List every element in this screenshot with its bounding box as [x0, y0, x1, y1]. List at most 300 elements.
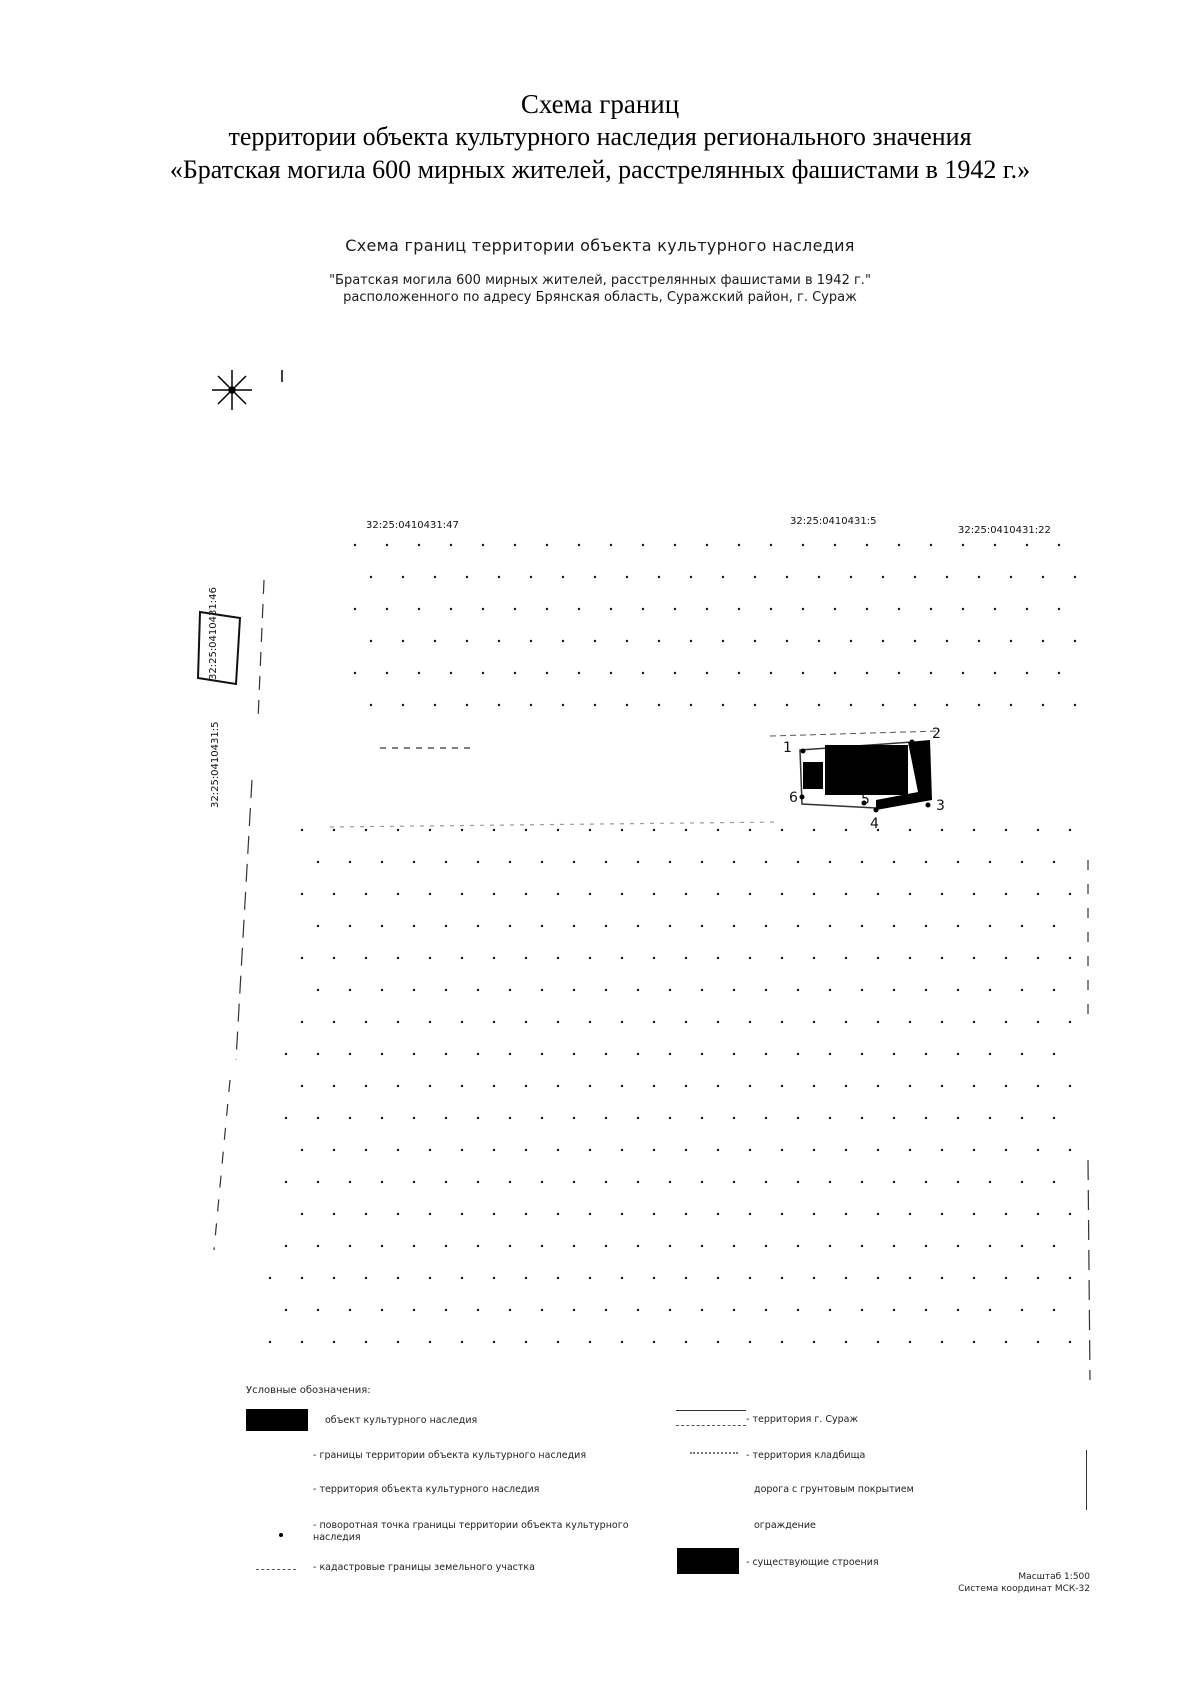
hatch-dot: [557, 829, 559, 831]
hatch-dot: [882, 704, 884, 706]
legend-item-fence: ограждение: [754, 1520, 816, 1531]
hatch-dot: [397, 829, 399, 831]
hatch-dot: [653, 1341, 655, 1343]
hatch-dot: [690, 704, 692, 706]
hatch-dot: [882, 640, 884, 642]
hatch-dot: [285, 1245, 287, 1247]
hatch-dot: [285, 1309, 287, 1311]
hatch-dot: [354, 672, 356, 674]
map-title: Схема границ территории объекта культурного наследия: [345, 236, 855, 255]
hatch-dot: [914, 640, 916, 642]
hatch-dot: [797, 1309, 799, 1311]
hatch-dot: [861, 1181, 863, 1183]
hatch-dot: [877, 957, 879, 959]
hatch-dot: [530, 576, 532, 578]
hatch-dot: [541, 1117, 543, 1119]
hatch-dot: [717, 957, 719, 959]
hatch-dot: [706, 672, 708, 674]
hatch-dot: [786, 576, 788, 578]
hatch-dot: [573, 989, 575, 991]
hatch-dot: [829, 1181, 831, 1183]
hatch-dot: [1021, 1053, 1023, 1055]
hatch-dot: [365, 957, 367, 959]
hatch-dot: [813, 1277, 815, 1279]
hatch-dot: [589, 1149, 591, 1151]
hatch-dot: [525, 893, 527, 895]
hatch-dot: [466, 576, 468, 578]
hatch-dot: [690, 576, 692, 578]
hatch-dot: [834, 672, 836, 674]
point-label-2: 2: [932, 726, 941, 742]
city-territory-hatching: [269, 829, 1071, 1343]
hatch-dot: [925, 1245, 927, 1247]
hatch-dot: [349, 989, 351, 991]
hatch-dot: [333, 957, 335, 959]
hatch-dot: [397, 1149, 399, 1151]
hatch-dot: [957, 1309, 959, 1311]
hatch-dot: [493, 829, 495, 831]
hatch-dot: [722, 640, 724, 642]
hatch-dot: [461, 893, 463, 895]
hatch-dot: [653, 1213, 655, 1215]
hatch-dot: [1042, 704, 1044, 706]
hatch-dot: [402, 640, 404, 642]
hatch-dot: [658, 576, 660, 578]
hatch-dot: [813, 1085, 815, 1087]
hatch-dot: [653, 1085, 655, 1087]
hatch-dot: [973, 1213, 975, 1215]
hatch-dot: [829, 1309, 831, 1311]
hatch-dot: [957, 1181, 959, 1183]
hatch-dot: [381, 989, 383, 991]
hatch-dot: [1021, 1181, 1023, 1183]
hatch-dot: [690, 640, 692, 642]
hatch-dot: [493, 1213, 495, 1215]
hatch-dot: [445, 1053, 447, 1055]
hatch-dot: [941, 893, 943, 895]
hatch-dot: [989, 1309, 991, 1311]
hatch-dot: [1005, 1021, 1007, 1023]
hatch-dot: [701, 989, 703, 991]
hatch-dot: [797, 1117, 799, 1119]
hatch-dot: [717, 1149, 719, 1151]
hatch-dot: [285, 1117, 287, 1119]
hatch-dot: [605, 1245, 607, 1247]
hatch-dot: [1021, 1245, 1023, 1247]
hatch-dot: [301, 1213, 303, 1215]
hatch-dot: [882, 576, 884, 578]
point-label-4: 4: [870, 816, 879, 832]
hatch-dot: [909, 1021, 911, 1023]
cadastral-label-left-lower: 32:25:0410431:5: [210, 721, 221, 808]
hatch-dot: [1037, 1085, 1039, 1087]
map-subtitle-2: расположенного по адресу Брянская область, Суражский район, г. Сураж: [343, 290, 857, 305]
hatch-dot: [397, 957, 399, 959]
hatch-dot: [301, 1277, 303, 1279]
hatch-dot: [1069, 893, 1071, 895]
hatch-dot: [941, 1341, 943, 1343]
hatch-dot: [893, 861, 895, 863]
hatch-dot: [818, 576, 820, 578]
hatch-dot: [1053, 861, 1055, 863]
hatch-dot: [1026, 608, 1028, 610]
hatch-dot: [269, 1277, 271, 1279]
hatch-dot: [674, 608, 676, 610]
hatch-dot: [861, 861, 863, 863]
hatch-dot: [317, 989, 319, 991]
hatch-dot: [978, 704, 980, 706]
hatch-dot: [285, 1053, 287, 1055]
hatch-dot: [365, 1341, 367, 1343]
hatch-dot: [893, 1245, 895, 1247]
hatch-dot: [957, 925, 959, 927]
point-label-3: 3: [936, 798, 945, 814]
hatch-dot: [957, 861, 959, 863]
hatch-dot: [397, 1021, 399, 1023]
hatch-dot: [482, 544, 484, 546]
hatch-dot: [914, 704, 916, 706]
legend-item-existing-buildings: - существующие строения: [746, 1557, 879, 1568]
hatch-dot: [946, 640, 948, 642]
hatch-dot: [605, 861, 607, 863]
hatch-dot: [765, 989, 767, 991]
hatch-dot: [813, 1341, 815, 1343]
hatch-dot: [573, 1181, 575, 1183]
hatch-dot: [861, 1117, 863, 1119]
hatch-dot: [1005, 1149, 1007, 1151]
hatch-dot: [845, 957, 847, 959]
hatch-dot: [333, 1277, 335, 1279]
hatch-dot: [1053, 925, 1055, 927]
hatch-dot: [877, 1341, 879, 1343]
title-line-1: Схема границ: [520, 89, 680, 119]
legend-title: Условные обозначения:: [246, 1385, 371, 1396]
hatch-dot: [813, 1149, 815, 1151]
hatch-dot: [813, 1021, 815, 1023]
hatch-dot: [269, 1341, 271, 1343]
hatch-dot: [365, 1149, 367, 1151]
hatch-dot: [989, 989, 991, 991]
legend-item-heritage-object: объект культурного наследия: [325, 1415, 478, 1426]
hatch-dot: [765, 1117, 767, 1119]
hatch-dot: [797, 989, 799, 991]
hatch-dot: [525, 1277, 527, 1279]
hatch-dot: [877, 1021, 879, 1023]
hatch-dot: [957, 1245, 959, 1247]
hatch-dot: [738, 608, 740, 610]
hatch-dot: [717, 1213, 719, 1215]
hatch-dot: [738, 672, 740, 674]
hatch-dot: [1037, 893, 1039, 895]
hatch-dot: [381, 861, 383, 863]
hatch-dot: [333, 1341, 335, 1343]
hatch-dot: [1005, 893, 1007, 895]
hatch-dot: [733, 925, 735, 927]
hatch-dot: [1037, 1341, 1039, 1343]
hatch-dot: [909, 1213, 911, 1215]
hatch-dot: [589, 829, 591, 831]
road-boundary-lines: [214, 580, 1090, 1380]
hatch-dot: [445, 1117, 447, 1119]
hatch-dot: [1005, 1213, 1007, 1215]
hatch-dot: [381, 1117, 383, 1119]
hatch-dot: [893, 1309, 895, 1311]
hatch-dot: [829, 861, 831, 863]
hatch-dot: [877, 1277, 879, 1279]
hatch-dot: [285, 1181, 287, 1183]
hatch-dot: [1005, 829, 1007, 831]
hatch-dot: [589, 1277, 591, 1279]
scale-label: Масштаб 1:500: [1018, 1572, 1090, 1582]
hatch-dot: [1069, 1341, 1071, 1343]
hatch-dot: [429, 1085, 431, 1087]
hatch-dot: [605, 1309, 607, 1311]
hatch-dot: [1069, 829, 1071, 831]
hatch-dot: [781, 829, 783, 831]
hatch-dot: [541, 1181, 543, 1183]
hatch-dot: [642, 544, 644, 546]
hatch-dot: [301, 829, 303, 831]
hatch-dot: [1074, 576, 1076, 578]
hatch-dot: [717, 893, 719, 895]
hatch-dot: [429, 1213, 431, 1215]
hatch-dot: [701, 1053, 703, 1055]
hatch-dot: [733, 1181, 735, 1183]
hatch-dot: [301, 1085, 303, 1087]
hatch-dot: [781, 957, 783, 959]
hatch-dot: [642, 608, 644, 610]
hatch-dot: [685, 1341, 687, 1343]
hatch-dot: [626, 576, 628, 578]
hatch-dot: [381, 1309, 383, 1311]
hatch-dot: [802, 608, 804, 610]
hatch-dot: [925, 1181, 927, 1183]
hatch-dot: [365, 1213, 367, 1215]
hatch-dot: [621, 1213, 623, 1215]
legend-item-turning-point: - поворотная точка границы территории объекта культурного наследия: [313, 1520, 629, 1543]
map-subtitle-1: "Братская могила 600 мирных жителей, расстрелянных фашистами в 1942 г.": [329, 273, 871, 288]
hatch-dot: [957, 989, 959, 991]
hatch-dot: [733, 1053, 735, 1055]
hatch-dot: [637, 1181, 639, 1183]
hatch-dot: [770, 672, 772, 674]
hatch-dot: [1069, 957, 1071, 959]
hatch-dot: [594, 704, 596, 706]
hatch-dot: [621, 829, 623, 831]
hatch-dot: [994, 544, 996, 546]
hatch-dot: [557, 1149, 559, 1151]
hatch-dot: [397, 1277, 399, 1279]
hatch-dot: [706, 608, 708, 610]
hatch-dot: [722, 704, 724, 706]
hatch-dot: [637, 861, 639, 863]
hatch-dot: [498, 704, 500, 706]
hatch-dot: [669, 861, 671, 863]
hatch-dot: [818, 640, 820, 642]
hatch-dot: [594, 640, 596, 642]
hatch-dot: [541, 925, 543, 927]
hatch-dot: [765, 1181, 767, 1183]
hatch-dot: [370, 704, 372, 706]
hatch-dot: [781, 1085, 783, 1087]
hatch-dot: [477, 1117, 479, 1119]
hatch-dot: [850, 576, 852, 578]
hatch-dot: [621, 1085, 623, 1087]
hatch-dot: [477, 989, 479, 991]
hatch-dot: [381, 1181, 383, 1183]
hatch-dot: [1021, 1117, 1023, 1119]
hatch-dot: [893, 925, 895, 927]
hatch-dot: [493, 957, 495, 959]
hatch-dot: [573, 861, 575, 863]
hatch-dot: [493, 893, 495, 895]
hatch-dot: [834, 544, 836, 546]
hatch-dot: [973, 1085, 975, 1087]
hatch-dot: [749, 957, 751, 959]
hatch-dot: [850, 640, 852, 642]
hatch-dot: [802, 544, 804, 546]
hatch-dot: [461, 1021, 463, 1023]
hatch-dot: [1069, 1149, 1071, 1151]
hatch-dot: [717, 1021, 719, 1023]
hatch-dot: [781, 1341, 783, 1343]
hatch-dot: [941, 1213, 943, 1215]
north-arrow-icon: [212, 370, 252, 410]
hatch-dot: [781, 1149, 783, 1151]
hatch-dot: [925, 861, 927, 863]
hatch-dot: [477, 1053, 479, 1055]
hatch-dot: [413, 1245, 415, 1247]
hatch-dot: [541, 861, 543, 863]
hatch-dot: [1074, 640, 1076, 642]
hatch-dot: [530, 704, 532, 706]
hatch-dot: [493, 1149, 495, 1151]
hatch-dot: [1037, 829, 1039, 831]
hatch-dot: [589, 1341, 591, 1343]
hatch-dot: [610, 608, 612, 610]
hatch-dot: [669, 1053, 671, 1055]
hatch-dot: [941, 1277, 943, 1279]
hatch-dot: [733, 1245, 735, 1247]
hatch-dot: [973, 829, 975, 831]
hatch-dot: [493, 1085, 495, 1087]
hatch-dot: [669, 1181, 671, 1183]
hatch-dot: [370, 640, 372, 642]
hatch-dot: [445, 1245, 447, 1247]
hatch-dot: [461, 1149, 463, 1151]
hatch-dot: [909, 1341, 911, 1343]
hatch-dot: [989, 925, 991, 927]
hatch-dot: [1005, 1085, 1007, 1087]
hatch-dot: [525, 1021, 527, 1023]
hatch-dot: [477, 925, 479, 927]
hatch-dot: [653, 829, 655, 831]
hatch-dot: [845, 1277, 847, 1279]
hatch-dot: [317, 1181, 319, 1183]
hatch-dot: [845, 1021, 847, 1023]
hatch-dot: [685, 957, 687, 959]
legend-item-heritage-territory: - территория объекта культурного наследия: [313, 1484, 540, 1495]
hatch-dot: [365, 1277, 367, 1279]
cadastral-label-top-right: 32:25:0410431:22: [958, 525, 1051, 536]
hatch-dot: [461, 1277, 463, 1279]
hatch-dot: [674, 672, 676, 674]
hatch-dot: [989, 1053, 991, 1055]
hatch-dot: [749, 1085, 751, 1087]
hatch-dot: [1026, 544, 1028, 546]
hatch-dot: [578, 672, 580, 674]
hatch-dot: [989, 1181, 991, 1183]
hatch-dot: [477, 1181, 479, 1183]
hatch-dot: [354, 608, 356, 610]
hatch-dot: [466, 640, 468, 642]
hatch-dot: [765, 1245, 767, 1247]
hatch-dot: [642, 672, 644, 674]
hatch-dot: [861, 925, 863, 927]
hatch-dot: [946, 704, 948, 706]
cadastral-label-left-upper: 32:25:0410431:46: [208, 587, 219, 680]
hatch-dot: [621, 1341, 623, 1343]
hatch-dot: [637, 925, 639, 927]
hatch-dot: [589, 1021, 591, 1023]
hatch-dot: [525, 829, 527, 831]
hatch-dot: [845, 1085, 847, 1087]
hatch-dot: [381, 1245, 383, 1247]
hatch-dot: [749, 1341, 751, 1343]
hatch-dot: [1037, 957, 1039, 959]
hatch-dot: [813, 1213, 815, 1215]
hatch-dot: [562, 704, 564, 706]
hatch-dot: [738, 544, 740, 546]
hatch-dot: [429, 1021, 431, 1023]
hatch-dot: [445, 1309, 447, 1311]
hatch-dot: [813, 957, 815, 959]
hatch-dot: [413, 1117, 415, 1119]
hatch-dot: [930, 544, 932, 546]
hatch-dot: [962, 544, 964, 546]
hatch-dot: [701, 1309, 703, 1311]
hatch-dot: [861, 1245, 863, 1247]
hatch-dot: [589, 957, 591, 959]
hatch-dot: [669, 1245, 671, 1247]
hatch-dot: [514, 672, 516, 674]
hatch-dot: [1021, 925, 1023, 927]
hatch-dot: [301, 1021, 303, 1023]
hatch-dot: [733, 989, 735, 991]
hatch-dot: [301, 957, 303, 959]
hatch-dot: [509, 1181, 511, 1183]
hatch-dot: [909, 1277, 911, 1279]
hatch-dot: [525, 1341, 527, 1343]
hatch-dot: [493, 1021, 495, 1023]
hatch-dot: [877, 1149, 879, 1151]
hatch-dot: [413, 1053, 415, 1055]
hatch-dot: [781, 1021, 783, 1023]
hatch-dot: [797, 1053, 799, 1055]
legend-item-dirt-road: дорога с грунтовым покрытием: [754, 1484, 914, 1495]
hatch-dot: [797, 861, 799, 863]
hatch-dot: [525, 1085, 527, 1087]
hatch-dot: [589, 1085, 591, 1087]
hatch-dot: [834, 608, 836, 610]
hatch-dot: [770, 608, 772, 610]
hatch-dot: [925, 1117, 927, 1119]
hatch-dot: [1069, 1085, 1071, 1087]
hatch-dot: [413, 989, 415, 991]
hatch-dot: [589, 1213, 591, 1215]
coordinate-system-label: Система координат МСК-32: [958, 1584, 1090, 1594]
hatch-dot: [866, 544, 868, 546]
